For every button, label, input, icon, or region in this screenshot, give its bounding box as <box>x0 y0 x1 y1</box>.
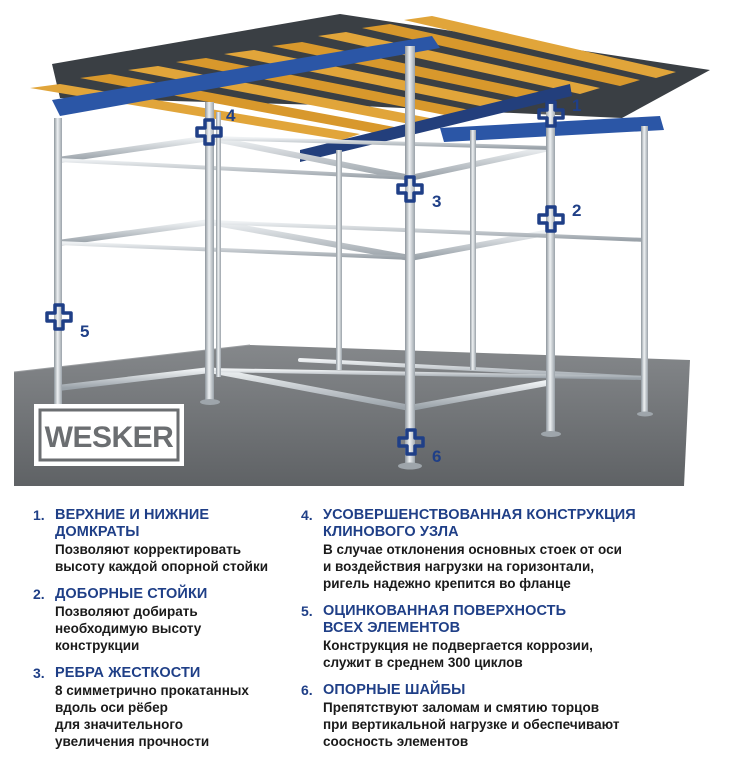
callout-number-3: 3 <box>432 192 442 211</box>
legend-title: РЕБРА ЖЕСТКОСТИ <box>55 665 201 681</box>
node-cross-icon <box>47 305 71 329</box>
callout-number-2: 2 <box>572 201 582 220</box>
legend-title: ОПОРНЫЕ ШАЙБЫ <box>323 682 466 698</box>
callout-number-4: 4 <box>226 106 236 125</box>
wesker-logo <box>34 404 184 466</box>
node-cross-icon <box>398 177 422 201</box>
callout-number-1: 1 <box>572 96 582 115</box>
legend-title: ВЕРХНИЕ И НИЖНИЕ ДОМКРАТЫ <box>55 507 210 540</box>
legend-item-3 <box>33 665 308 750</box>
legend-description: Позволяют корректировать высоту каждой опорной стойки <box>55 542 269 574</box>
legend-title: УСОВЕРШЕНСТВОВАННАЯ КОНСТРУКЦИЯ КЛИНОВОГО УЗЛА <box>323 507 636 540</box>
legend-item-2 <box>33 586 308 654</box>
legend-number: 4. <box>301 507 313 523</box>
legend-description: Препятствуют заломам и смятию торцов при вертикальной нагрузке и обеспечивают соосность элементов <box>323 700 620 749</box>
legend-item-4 <box>301 507 711 592</box>
legend-number: 2. <box>33 586 45 602</box>
node-cross-icon <box>539 207 563 231</box>
callout-number-6: 6 <box>432 447 442 466</box>
legend-right-column <box>301 507 711 750</box>
callout-number-5: 5 <box>80 322 90 341</box>
callout-marker-2 <box>539 207 563 231</box>
legend-number: 3. <box>33 665 45 681</box>
legend-item-6 <box>301 682 711 750</box>
legend-title: ДОБОРНЫЕ СТОЙКИ <box>55 586 208 602</box>
legend-number: 5. <box>301 603 313 619</box>
legend-item-5 <box>301 603 711 671</box>
callout-marker-5 <box>47 305 71 329</box>
legend-description: В случае отклонения основных стоек от оси и воздействия нагрузки на горизонтали, ригель надежно крепится во фланце <box>323 542 622 591</box>
legend-number: 6. <box>301 682 313 698</box>
legend-number: 1. <box>33 507 45 523</box>
legend-item-1 <box>33 507 308 575</box>
legend-description: 8 симметрично прокатанных вдоль оси рёбер для значительного увеличения прочности <box>55 683 249 749</box>
legend-title: ОЦИНКОВАННАЯ ПОВЕРХНОСТЬ ВСЕХ ЭЛЕМЕНТОВ <box>323 603 567 636</box>
callout-marker-3 <box>398 177 422 201</box>
legend-left-column <box>33 507 308 750</box>
legend-description: Конструкция не подвергается коррозии, служит в среднем 300 циклов <box>323 638 593 670</box>
legend-description: Позволяют добирать необходимую высоту конструкции <box>55 604 202 653</box>
logo-text: WESKER <box>44 421 174 454</box>
